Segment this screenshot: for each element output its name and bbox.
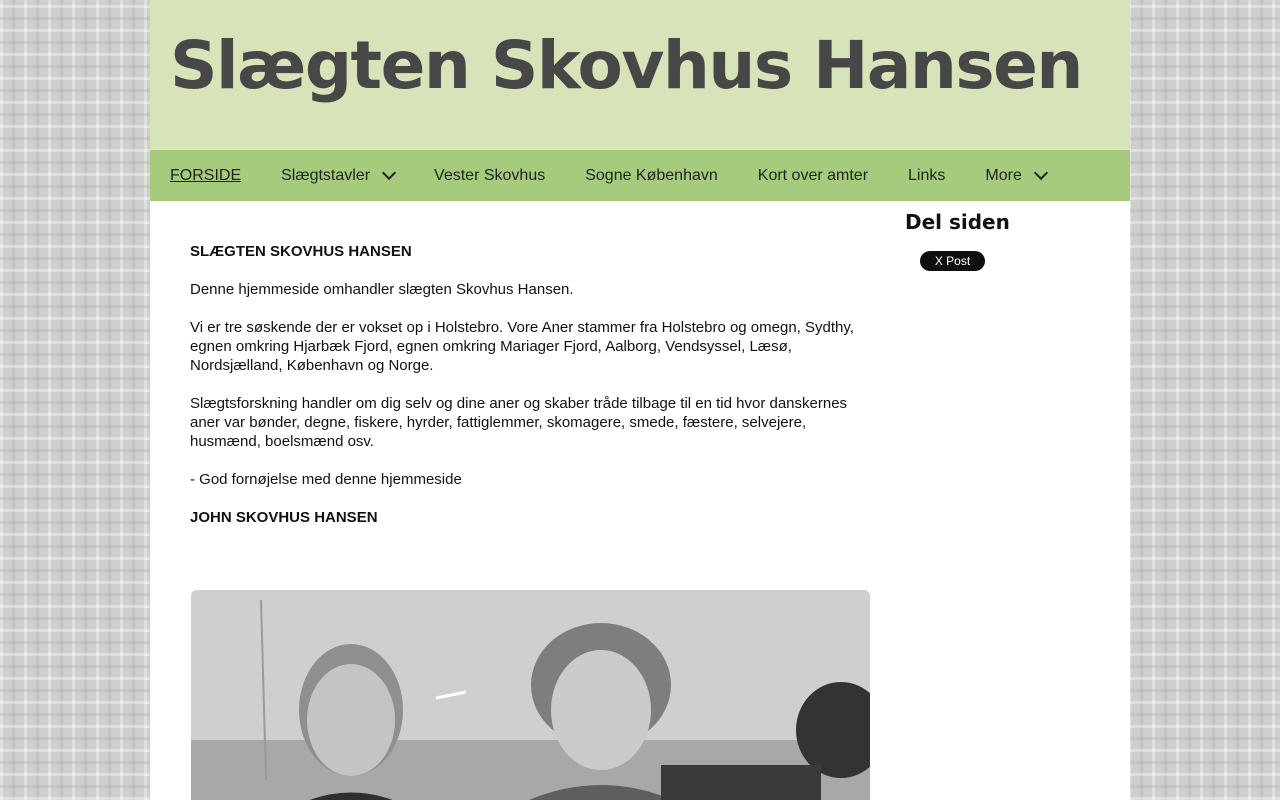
nav-item-label: Sogne København [585,166,718,184]
x-post-label: X Post [934,254,971,268]
nav-item-vester-skovhus[interactable] [434,167,545,185]
nav-item-sogne-kobenhavn[interactable] [585,167,718,185]
site-title[interactable]: Slægten Skovhus Hansen [170,27,1082,104]
nav-item-slaegtstavler[interactable] [281,167,394,185]
family-photo [191,590,870,800]
page-heading: SLÆGTEN SKOVHUS HANSEN [190,243,412,260]
nav-item-label: FORSIDE [170,166,242,184]
main-content [190,242,870,546]
family-photo-illustration [191,590,870,800]
nav-item-kort-over-amter[interactable] [758,167,868,185]
chevron-down-icon [382,166,396,180]
nav-item-label: Vester Skovhus [434,166,546,184]
x-post-button[interactable] [920,251,985,271]
research-paragraph: Slægtsforskning handler om dig selv og dine aner og skaber tråde tilbage til en tid hvor danskernes aner var bønder, degne, fiskere, hyrder, fattiglemmer, skomagere, smede, fæstere, selvejere, husmænd, boelsmænd osv. [190,395,848,450]
greeting-paragraph: - God fornøjelse med denne hjemmeside [190,471,462,488]
nav-item-forside[interactable] [170,167,241,185]
nav-item-label: Kort over amter [757,166,869,184]
nav-item-label: More [985,166,1022,184]
sidebar [870,210,1130,268]
main-navigation [150,150,1130,201]
nav-item-label: Slægtstavler [281,166,371,184]
nav-item-more[interactable] [985,167,1045,185]
nav-item-label: Links [908,166,946,184]
site-header [150,0,1130,150]
origin-paragraph: Vi er tre søskende der er vokset op i Holstebro. Vore Aner stammer fra Holstebro og omegn, Sydthy, egnen omkring Hjarbæk Fjord, egnen omkring Mariager Fjord, Aalborg, Vendsyssel, Læsø, Nordsjælland, København og Norge. [190,319,854,374]
share-title: Del siden [905,210,1010,234]
page-container [150,0,1130,800]
author-signature: JOHN SKOVHUS HANSEN [190,509,378,526]
nav-item-links[interactable] [908,167,945,185]
chevron-down-icon [1034,166,1048,180]
intro-paragraph: Denne hjemmeside omhandler slægten Skovhus Hansen. [190,281,574,298]
